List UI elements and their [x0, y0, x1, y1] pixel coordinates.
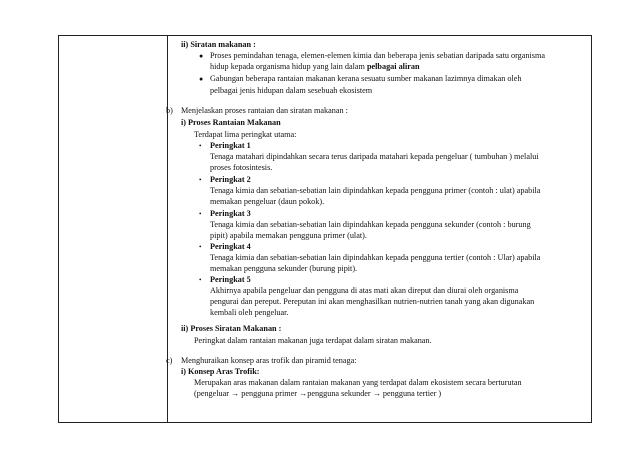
peringkat-1-line2: proses fotosintesis. — [210, 163, 273, 172]
bullet-icon: • — [199, 210, 202, 218]
aras-trofik-heading: i) Konsep Aras Trofik: — [181, 367, 260, 376]
bullet-icon: • — [199, 243, 202, 251]
peringkat-5-line3: kembali oleh pengeluar. — [210, 308, 289, 317]
peringkat-1-title: Peringkat 1 — [210, 141, 251, 150]
peringkat-5-line1: Akhirnya apabila pengeluar dan pengguna di atas mati akan direput dan diurai oleh organisma — [210, 286, 519, 295]
section-b-label: b) — [166, 106, 173, 115]
peringkat-3-line1: Tenaga kimia dan sebatian-sebatian lain dipindahkan kepada pengguna sekunder (contoh : burung — [210, 220, 531, 229]
rantaian-makanan-heading: i) Proses Rantaian Makanan — [181, 118, 281, 127]
peringkat-4-line2: memakan pengguna sekunder (burung pipit). — [210, 264, 358, 273]
peringkat-2-title: Peringkat 2 — [210, 175, 251, 184]
peringkat-4-line1: Tenaga kimia dan sebatian-sebatian lain dipindahkan kepada pengguna tertier (contoh : Ular) apabila — [210, 253, 541, 262]
siratan-bullet2-line1: Gabungan beberapa rantaian makanan kerana sesuatu sumber makanan lazimnya dimakan oleh — [210, 74, 522, 83]
peringkat-4-title: Peringkat 4 — [210, 242, 251, 251]
peringkat-5-line2: pengurai dan pereput. Pereputan ini akan menghasilkan nutrien-nutrien tanah yang akan digunakan — [210, 297, 535, 306]
siratan-bullet2-line2: pelbagai jenis hidupan dalam sesebuah ekosistem — [210, 86, 373, 95]
bullet-icon: ● — [199, 75, 204, 83]
bullet-icon: • — [199, 176, 202, 184]
siratan-proses-text: Peringkat dalam rantaian makanan juga terdapat dalam siratan makanan. — [194, 336, 432, 345]
aras-trofik-line1: Merupakan aras makanan dalam rantaian makanan yang terdapat dalam ekosistem secara berturutan — [194, 378, 522, 387]
bullet-icon: • — [199, 142, 202, 150]
siratan-bullet1-bold: pelbagai aliran — [366, 62, 420, 71]
bullet-icon: ● — [199, 52, 204, 60]
peringkat-2-line1: Tenaga kimia dan sebatian-sebatian lain dipindahkan kepada pengguna primer (contoh : ulat) apabila — [210, 186, 541, 195]
peringkat-1-line1: Tenaga matahari dipindahkan secara terus daripada matahari kepada pengeluar ( tumbuhan ) melalui — [210, 152, 539, 161]
siratan-bullet1-line2-text: hidup kepada organisma hidup yang lain dalam — [210, 62, 367, 71]
peringkat-2-line2: memakan pengeluar (daun pokok). — [210, 197, 325, 206]
peringkat-3-title: Peringkat 3 — [210, 209, 251, 218]
section-b-intro: Menjelaskan proses rantaian dan siratan makanan : — [181, 106, 348, 115]
section-c-label: c) — [166, 356, 173, 365]
peringkat-5-title: Peringkat 5 — [210, 275, 251, 284]
rantaian-summary: Terdapat lima peringkat utama: — [194, 130, 297, 139]
siratan-bullet1-line1: Proses pemindahan tenaga, elemen-elemen kimia dan beberapa jenis sebatian daripada satu organisma — [210, 51, 545, 60]
siratan-bullet1-line2 — [210, 62, 420, 73]
bullet-icon: • — [199, 276, 202, 284]
peringkat-3-line2: pipit) apabila memakan pengguna primer (ulat). — [210, 231, 367, 240]
siratan-proses-heading: ii) Proses Siratan Makanan : — [181, 324, 282, 333]
siratan-makanan-heading: ii) Siratan makanan : — [181, 40, 256, 49]
section-c-intro: Menghuraikan konsep aras trofik dan piramid tenaga: — [181, 356, 357, 365]
aras-trofik-line2: (pengeluar → pengguna primer →pengguna sekunder → pengguna tertier ) — [194, 389, 442, 398]
